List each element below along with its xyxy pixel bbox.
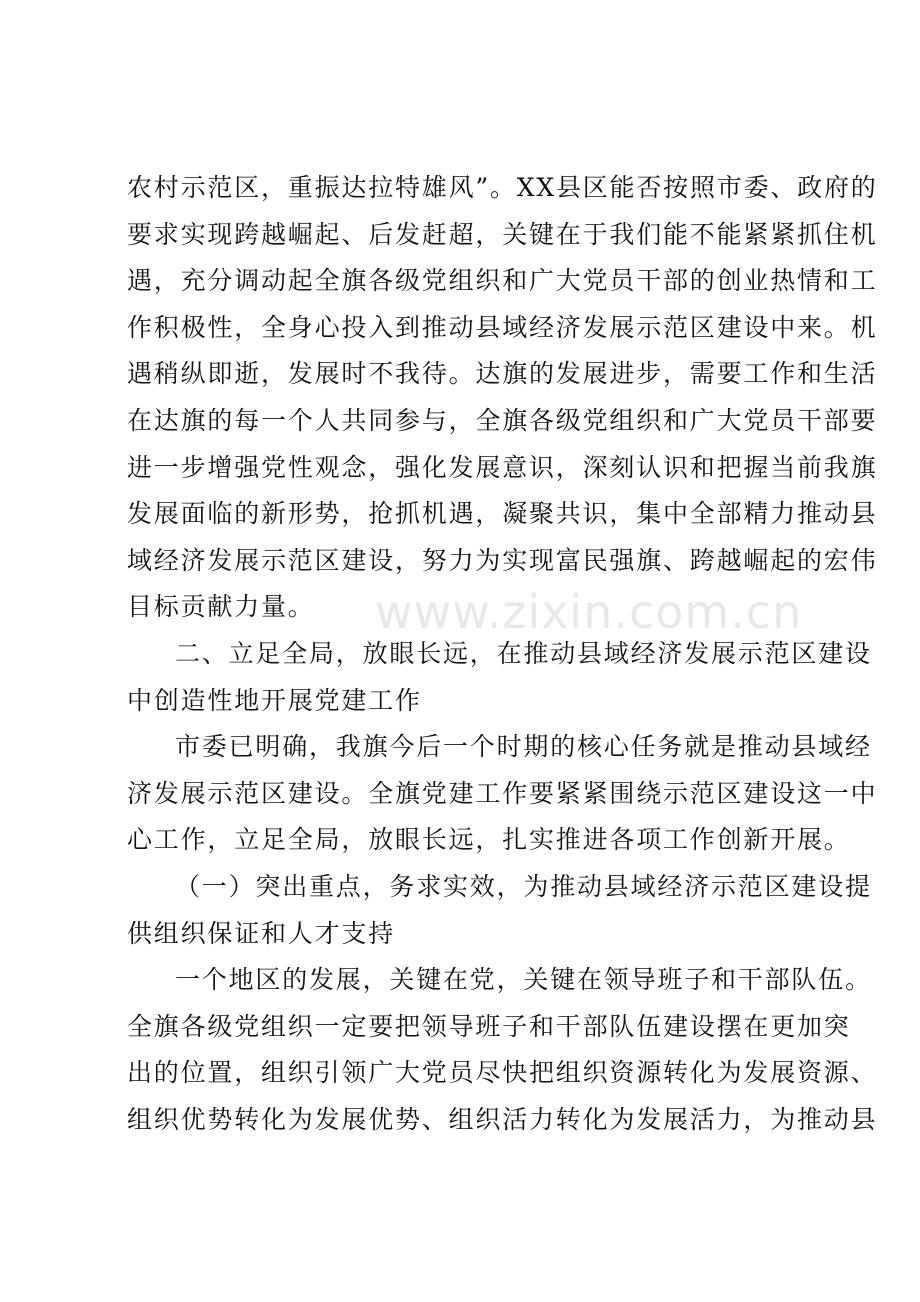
text-line: 发展面临的新形势，抢抓机遇，凝聚共识，集中全部精力推动县 [127,499,878,529]
text-line: 进一步增强党性观念，强化发展意识，深刻认识和把握当前我旗 [127,452,878,482]
text-line: 在达旗的每一个人共同参与，全旗各级党组织和广大党员干部要 [127,405,878,435]
text-line: 作积极性，全身心投入到推动县域经济发展示范区建设中来。机 [127,312,878,342]
text-line: 域经济发展示范区建设，努力为实现富民强旗、跨越崛起的宏伟 [127,545,878,575]
text-line: 心工作，立足全局，放眼长远，扎实推进各项工作创新开展。 [127,825,851,855]
text-line: 出的位置，组织引领广大党员尽快把组织资源转化为发展资源、 [127,1058,878,1088]
text-line: 市委已明确，我旗今后一个时期的核心任务就是推动县域经 [175,732,872,762]
section-heading-line: 二、立足全局，放眼长远，在推动县域经济发展示范区建设 [175,638,872,668]
text-line: 遇，充分调动起全旗各级党组织和广大党员干部的创业热情和工 [127,266,878,296]
text-line: 组织优势转化为发展优势、组织活力转化为发展活力，为推动县 [127,1104,878,1134]
text-line: 农村示范区，重振达拉特雄风”。XX县区能否按照市委、政府的 [127,173,878,202]
text-line: 目标贡献力量。 [127,592,315,622]
text-line: 遇稍纵即逝，发展时不我待。达旗的发展进步，需要工作和生活 [127,359,878,389]
text-line: 全旗各级党组织一定要把领导班子和干部队伍建设摆在更加突 [127,1011,851,1041]
document-body [127,165,878,1143]
text-line: 济发展示范区建设。全旗党建工作要紧紧围绕示范区建设这一中 [127,778,878,808]
section-heading-line: 中创造性地开展党建工作 [127,685,422,715]
text-line: 要求实现跨越崛起、后发赶超，关键在于我们能不能紧紧抓住机 [127,219,878,249]
subsection-heading-line: 供组织保证和人才支持 [127,918,396,948]
watermark-text: www.zixin.com.cn [375,585,803,639]
text-line: 一个地区的发展，关键在党，关键在领导班子和干部队伍。 [175,965,872,995]
subsection-heading-line: （一）突出重点，务求实效，为推动县域经济示范区建设提 [175,871,872,901]
